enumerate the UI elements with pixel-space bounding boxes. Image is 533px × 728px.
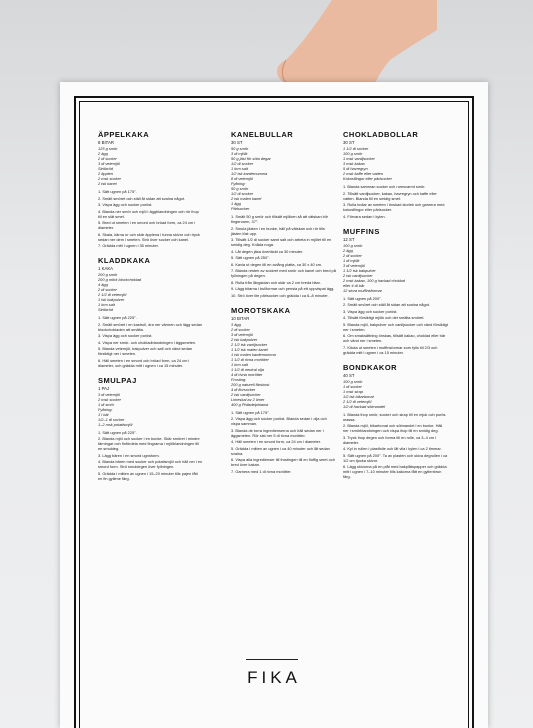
step-item: 2. Blanda mjöl, bikarbonat och sötmandel i en bunke. Häll ner i smörblandningen och vispa ihop till en smidig deg. <box>343 423 443 433</box>
ingredient-item: 1 1/2 tsk malen kanel <box>231 346 268 352</box>
recipe-column-2 <box>231 130 336 482</box>
step-item: 3. Vispa ägg och socker poröst. <box>98 333 153 338</box>
step-item: 8. Rulla från långsidan och skär ca 2 cm breda bitar. <box>231 279 321 285</box>
ingredient-item: 5 dl havregryn <box>343 166 368 171</box>
step-item: 3. Vispa ägg och socker poröst. <box>98 202 153 207</box>
step-list <box>343 412 448 480</box>
recipe-chokladbollar <box>343 130 448 219</box>
step-list <box>343 296 448 355</box>
ingredient-item: 1 krm salt <box>231 166 248 171</box>
ingredient-item: 100 g smör <box>343 378 363 384</box>
recipe-appelkaka <box>98 130 203 248</box>
step-item: 5. Grädda i mitten av ugnen i ca 40 minuter och låt sedan svalna. <box>231 445 330 456</box>
step-item: 3. Rulla bollar av smeten i önskad storlek och garnera med kokosflingor eller pärlsocker. <box>343 202 445 212</box>
ingredient-item: 12 stora muffinsformar <box>343 287 382 293</box>
step-item: 4. Förvara sedan i kylen. <box>343 213 386 219</box>
ingredient-item: Kokosflingor eller pärlsocker <box>343 176 392 181</box>
ingredient-item: 1 msk sirap <box>343 388 363 394</box>
step-item: 1. Sätt ugnen på 200°. <box>343 295 382 301</box>
step-item: 2. Smula jästen i en bunke, häll på vätskan och rör tills jästen löst upp. <box>231 225 325 236</box>
ingredient-item: 1 dl mjölk <box>343 257 360 263</box>
ingredient-item: 100 g smör <box>343 242 363 248</box>
ingredient-list <box>343 379 448 409</box>
step-item: 5. Bred ut smeten i en smord och bröad form, ca 24 cm i diameter. <box>98 220 196 230</box>
recipe-yield: 40 ST <box>343 372 355 378</box>
ingredient-list <box>343 146 448 181</box>
ingredient-item: 1/2–1 dl socker <box>98 416 125 422</box>
ingredient-item: 1/2 dl socker <box>231 191 254 196</box>
ingredient-item: 1 1/2 dl neutral olja <box>231 366 264 372</box>
step-item: 5. Sätt ugnen på 250°. <box>231 255 270 260</box>
ingredient-item: 1/2 dl hackad sötmandel <box>343 403 386 409</box>
step-item: 3. Tillsätt 1/2 dl socker samt salt och arbeta in mjölet till en smidig deg. Knåda noga. <box>231 237 332 247</box>
ingredient-item: 3 dl vetemjöl <box>343 262 365 268</box>
step-item: 2. Smält smöret i en kastrull, dra ner värmen och lägg sedan blockchokladen att smälta. <box>98 321 203 332</box>
ingredient-item: 1 msk vaniljsocker <box>343 156 375 161</box>
ingredient-item: 3 dl vetemjöl <box>98 391 120 397</box>
ingredient-item: 2 tsk kanel <box>98 181 117 186</box>
ingredient-item: 3 msk kakao <box>343 161 365 166</box>
recipe-title: KANELBULLAR <box>231 130 294 139</box>
step-item: 4. Blanda ner smör och mjöl i äggblandningen och rör ihop till en slät smet. <box>98 208 199 219</box>
ingredient-item: 200 g smör <box>98 272 118 277</box>
step-item: 4. Låt degen jäsa övertäckt ca 30 minuter. <box>231 248 304 254</box>
recipe-title: CHOKLADBOLLAR <box>343 130 419 139</box>
step-list <box>231 410 336 474</box>
step-item: 7. Klicka ut smeten i muffinsformar som fylls till 2/3 och grädda mitt i ugnen i ca 15 minuter. <box>343 344 438 355</box>
step-item: 4. Tillsätt försiktigt mjölk och det smälta smöret. <box>343 315 425 320</box>
ingredient-item: 100 g smör <box>343 151 363 156</box>
ingredient-list <box>98 272 203 312</box>
ingredient-item: 1 1/2 tsk bakpulver <box>343 267 376 273</box>
step-list <box>98 430 203 481</box>
ingredient-item: 1 krm salt <box>98 302 115 307</box>
ingredient-item: 2 dl socker <box>231 326 250 332</box>
step-item: 3. Tryck ihop degen och forma till en rulle, ca 3–4 cm i diameter. <box>343 434 436 445</box>
step-item: 6. Om smaksättning önskas, tillsätt kakao, choklad eller bär och vänd ner i smeten. <box>343 333 446 343</box>
step-item: 5. Sätt ugnen på 200°. Ta av plasten och skiva degrullen i ca 1/2 cm tjocka skivor. <box>343 452 448 463</box>
ingredient-item: Fyllning: <box>231 181 246 186</box>
step-list <box>98 189 203 248</box>
step-item: 9. Lägg bitarna i bullformar och pensla på ett uppvispat ägg. <box>231 286 335 291</box>
ingredient-item: 2 1/2 dl vetemjöl <box>343 398 372 404</box>
step-item: 2. Blanda mjöl och socker i en bunke. Skär smöret i mindre tärningar och finfördela med fingrarna i mjölblandningen till en smuldeg. <box>98 436 200 451</box>
step-item: 7. Grädda mitt i ugnen i 35 minuter. <box>98 243 159 248</box>
step-item: 1. Sätt ugnen på 175°. <box>231 409 270 415</box>
ingredient-item: 1 dl smör <box>98 401 114 407</box>
ingredient-item: 1/2 tsk kardemumma <box>231 171 268 176</box>
ingredient-item: 2 msk kakao, 100 g hackad choklad <box>343 277 405 283</box>
recipe-column-1 <box>98 130 203 489</box>
ingredient-item: 2 tsk bakpulver <box>231 336 258 342</box>
ingredient-item: 2 msk socker <box>98 176 121 181</box>
recipe-title: SMULPAJ <box>98 375 137 385</box>
recipe-morotskaka <box>231 306 336 474</box>
step-list <box>343 184 448 219</box>
ingredient-item: 2 msk kaffe eller vatten <box>343 171 384 176</box>
ingredient-item: 1 1/2 dl socker <box>343 146 369 151</box>
ingredient-item: 1 1/2 dl rivna morötter <box>231 356 269 362</box>
ingredient-item: 1/2 dl socker <box>231 161 254 166</box>
ingredient-item: 3 dl mjölk <box>231 151 248 156</box>
recipe-poster <box>60 82 488 728</box>
step-item: 7. Blanda resten av sockret med smör och kanel och bred på fyllningen på degen. <box>231 268 336 278</box>
ingredient-item: 200 g mörk blockchoklad <box>98 277 142 282</box>
ingredient-item: 50 g smör <box>231 146 249 151</box>
ingredient-list <box>343 243 448 293</box>
step-item: 4. Vispa ner smör- och chokladblandningen i äggsmeten. <box>98 339 197 345</box>
step-item: 3. Vispa ägg och socker poröst. <box>343 308 398 314</box>
ingredient-item: 125 g smör <box>98 146 118 151</box>
recipe-title: ÄPPELKAKA <box>98 130 150 139</box>
step-item: 4. Kyl in rullen i plastfolie och låt vila i kylen i ca 2 timmar. <box>343 446 442 451</box>
ingredient-item: 1 l bär <box>98 411 109 417</box>
step-item: 6. Skala, kärna ur och skär äpplena i tunna skivor och tryck sedan ner dem i smeten. Strö över socker och kanel. <box>98 231 200 242</box>
step-item: 2. Smält smöret och ställ åt sidan att svalna något. <box>343 302 430 307</box>
poster-title: FIKA <box>247 668 301 687</box>
ingredient-item: 2 dl socker <box>98 156 117 161</box>
step-item: 3. Lägg bären i en smord ugnsform. <box>98 452 160 458</box>
ingredient-item: eller 4 dl bär <box>343 282 365 288</box>
ingredient-item: 3 dl vetemjöl <box>98 161 120 166</box>
step-item: 7. Garnera med 1 dl rivna morötter. <box>231 468 292 474</box>
ingredient-item: Ströbröd <box>98 307 113 312</box>
step-list <box>231 214 336 298</box>
ingredient-item: 400 g Philadelphiaost <box>231 401 269 407</box>
step-item: 1. Smält 50 g smör och tillsätt mjölken så att vätskan blir fingervarm, 37°. <box>231 214 328 224</box>
step-item: 10. Strö över lite pärlsocker och grädda i ca 6–8 minuter. <box>231 292 329 298</box>
step-item: 2. Smält smöret och ställ åt sidan att svalna något. <box>98 195 185 201</box>
recipe-title: BONDKAKOR <box>343 362 398 372</box>
ingredient-item: Frosting: <box>231 376 247 382</box>
ingredient-item: 4 dl florsocker <box>231 386 256 392</box>
recipe-kladdkaka <box>98 256 203 368</box>
ingredient-item: 1 dl socker <box>343 383 362 389</box>
recipe-title: KLADDKAKA <box>98 256 151 265</box>
step-item: 4. Häll smeten i en smord form, ca 24 cm i diameter. <box>231 439 321 444</box>
step-item: 5. Blanda mjöl, bakpulver och vaniljsocker och vänd försiktigt ner i smeten. <box>343 321 448 332</box>
step-item: 2. Vispa ägg och socker poröst. Blanda sedan i olja och vispa samman. <box>231 416 327 426</box>
ingredient-item: Ströbröd <box>98 166 113 171</box>
recipe-yield: 10 BITAR <box>231 315 250 321</box>
step-item: 1. Blanda samman socker och rumsvarmt smör. <box>343 184 426 189</box>
recipe-yield: 12 ST <box>343 236 355 242</box>
ingredient-item: 2 dl socker <box>98 287 117 292</box>
recipe-yield: 8 BITAR <box>98 140 114 145</box>
footer-divider <box>246 659 298 660</box>
ingredient-item: 2 tsk vaniljsocker <box>231 391 261 397</box>
ingredient-item: 1 tsk bakpulver <box>98 297 125 302</box>
ingredient-item: 50 g smör <box>231 186 249 191</box>
step-item: 6. Lägg skivorna på en plåt med bakplåtspapper och grädda mitt i ugnen i 7–10 minuter tills kakorna fått en gyllenbrun färg. <box>343 464 447 479</box>
ingredient-item: Limeskal av 2 limer <box>231 396 265 402</box>
ingredient-item: 2 äpplen <box>98 171 113 176</box>
ingredient-item: 3 dl vetemjöl <box>231 331 253 337</box>
recipe-yield: 30 ST <box>231 140 243 145</box>
ingredient-item: 2 1/2 dl vetemjöl <box>98 292 127 297</box>
ingredient-item: 50 g jäst för söta degar <box>231 156 271 161</box>
recipe-title: MOROTSKAKA <box>231 305 291 315</box>
ingredient-item: 1/2 tsk bikarbonat <box>343 393 374 399</box>
step-item: 2. Tillsätt vaniljsocker, kakao, havregryn och kaffe eller vatten. Blanda till en smidig smet. <box>343 190 437 201</box>
recipe-title: MUFFINS <box>343 226 380 236</box>
ingredient-item: Pärlsocker <box>231 206 250 211</box>
ingredient-item: 2 tsk vaniljsocker <box>343 272 373 278</box>
recipe-column-3 <box>343 130 448 487</box>
ingredient-item: 1–2 msk potatismjöl <box>98 421 133 427</box>
ingredient-list <box>98 392 203 427</box>
ingredient-item: 4 ägg <box>98 282 108 287</box>
ingredient-item: 2 tsk malen kanel <box>231 196 262 201</box>
ingredient-item: 4 dl rivna morötter <box>231 371 263 377</box>
recipe-bondkakor <box>343 363 448 480</box>
recipe-yield: 1 PAJ <box>98 385 110 391</box>
recipe-muffins <box>343 227 448 355</box>
step-item: 1. Sätt ugnen på 225°. <box>98 429 137 435</box>
ingredient-item: 3 ägg <box>231 321 241 327</box>
ingredient-list <box>231 146 336 211</box>
step-item: 6. Häll smeten i en smord och bröad form, ca 24 cm i diameter, och grädda mitt i ugnen i ca 15 minuter. <box>98 357 190 368</box>
step-item: 1. Blanda ihop smör, socker och sirap till en mjuk och porös massa. <box>343 411 446 422</box>
ingredient-item: 1 krm salt <box>231 361 248 367</box>
ingredient-item: Fyllning: <box>98 406 113 412</box>
step-item: 3. Blanda de torra ingredienserna och häll sedan ner i äggsmeten. Rör sist ner 5 dl rivna morötter. <box>231 427 324 438</box>
ingredient-item: 2 msk socker <box>98 396 121 402</box>
recipe-yield: 1 KAKA <box>98 266 114 271</box>
step-item: 5. Blanda vetemjöl, bakpulver och salt och vänd sedan försiktigt ner i smeten. <box>98 346 193 356</box>
ingredient-item: 200 g naturell färskost <box>231 381 270 387</box>
ingredient-item: 2 1/2 tsk vaniljsocker <box>231 341 268 347</box>
step-item: 4. Blanda bären med socker och potatismjöl och häll ner i en smord form. Strö smuldegen över fyllningen. <box>98 459 203 469</box>
step-item: 6. Kavla ut degen till en avlång platta, ca 30 x 40 cm. <box>231 261 323 267</box>
recipe-smulpaj <box>98 376 203 481</box>
ingredient-list <box>98 146 203 186</box>
recipe-kanelbullar <box>231 130 336 298</box>
ingredient-item: 1 tsk malen kardemumma <box>231 351 276 357</box>
step-item: 1. Sätt ugnen på 175°. <box>98 189 137 194</box>
ingredient-list <box>231 322 336 407</box>
ingredient-item: 2 dl socker <box>343 252 362 258</box>
ingredient-item: 1 ägg <box>231 201 241 206</box>
ingredient-item: 2 ägg <box>343 247 353 253</box>
ingredient-item: 8 dl vetemjöl <box>231 176 253 181</box>
step-item: 5. Grädda i mitten av ugnen i 15–20 minuter tills pajen fått en fin gyllene färg. <box>98 470 198 481</box>
step-list <box>98 315 203 368</box>
recipe-yield: 30 ST <box>343 140 355 145</box>
ingredient-item: 2 ägg <box>98 151 108 156</box>
step-item: 1. Sätt ugnen på 225°. <box>98 315 137 320</box>
step-item: 6. Vispa alla ingredienser till frostingen till en fluffig smet och bred över kakan. <box>231 457 335 467</box>
